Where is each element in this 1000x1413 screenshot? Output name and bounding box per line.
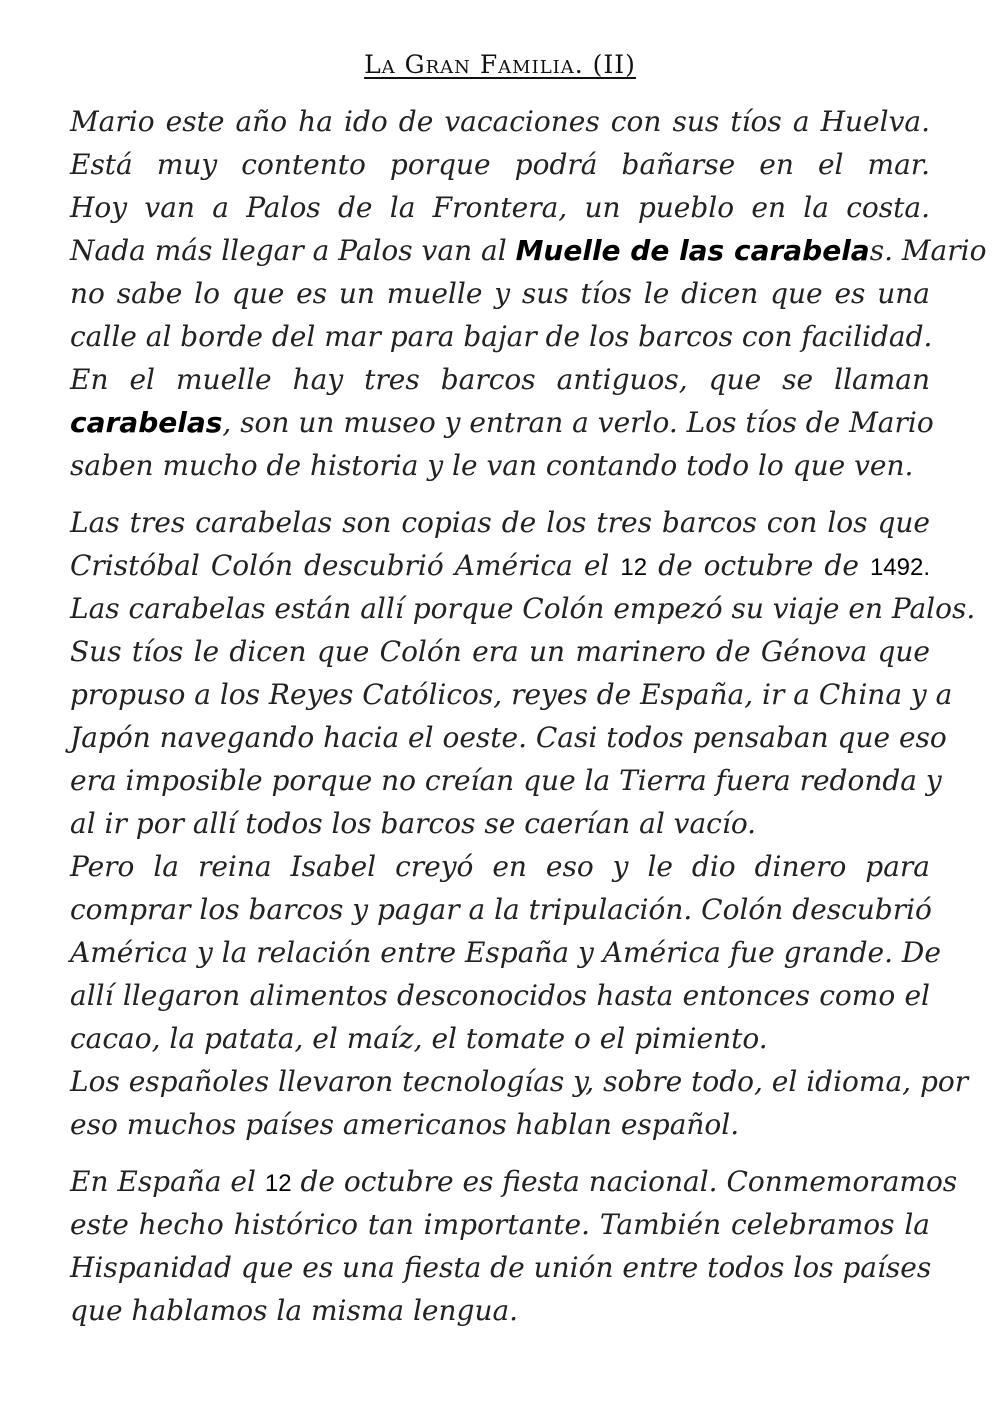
text-line: En España el 12 de octubre es fiesta nacional. Conmemoramos [70, 1165, 958, 1198]
paragraph-2 [70, 501, 976, 1146]
highlighted-term: Muelle de las carabela [515, 234, 870, 267]
text-line: Las carabelas están allí porque Colón empezó su viaje en Palos. [70, 592, 976, 625]
text-line: Sus tíos le dicen que Colón era un marinero de Génova que [70, 635, 930, 668]
year-number: 1492. [869, 554, 930, 581]
paragraph-3 [70, 1160, 958, 1332]
text-line: comprar los barcos y pagar a la tripulación. Colón descubrió [70, 893, 932, 926]
highlighted-term: carabelas [70, 406, 223, 439]
text-line: cacao, la patata, el maíz, el tomate o el pimiento. [70, 1022, 768, 1055]
text-line: allí llegaron alimentos desconocidos hasta entonces como el [70, 979, 930, 1012]
text-line: no sabe lo que es un muelle y sus tíos le dicen que es una [70, 277, 930, 310]
text-line: Japón navegando hacia el oeste. Casi todos pensaban que eso [70, 721, 947, 754]
text-line: saben mucho de historia y le van contando todo lo que ven. [70, 449, 914, 482]
text-line: eso muchos países americanos hablan español. [70, 1108, 740, 1141]
text-line: propuso a los Reyes Católicos, reyes de España, ir a China y a [70, 678, 953, 711]
text-line: América y la relación entre España y América fue grande. De [70, 936, 941, 969]
text-line: Mario este año ha ido de vacaciones con sus tíos a Huelva. [70, 105, 930, 138]
reading-text [70, 100, 987, 1332]
text-line: Los españoles llevaron tecnologías y, sobre todo, el idioma, por [70, 1065, 969, 1098]
date-number: 12 [620, 554, 648, 581]
text-line: calle al borde del mar para bajar de los barcos con facilidad. [70, 320, 933, 353]
text-line: al ir por allí todos los barcos se caerían al vacío. [70, 807, 757, 840]
text-line: Nada más llegar a Palos van al Muelle de las carabelas. Mario [70, 234, 987, 267]
text-line: Hispanidad que es una fiesta de unión entre todos los países [70, 1251, 932, 1284]
page-title: La Gran Familia. (II) [364, 50, 636, 79]
text-line: que hablamos la misma lengua. [70, 1294, 519, 1327]
text-line: Hoy van a Palos de la Frontera, un pueblo en la costa. [70, 191, 930, 224]
text-line: Cristóbal Colón descubrió América el 12 de octubre de 1492. [70, 549, 930, 582]
text-line: era imposible porque no creían que la Tierra fuera redonda y [70, 764, 942, 797]
text-line: Las tres carabelas son copias de los tres barcos con los que [70, 506, 930, 539]
text-line: carabelas, son un museo y entran a verlo. Los tíos de Mario [70, 406, 934, 439]
text-line: Pero la reina Isabel creyó en eso y le dio dinero para [70, 850, 930, 883]
text-line: Está muy contento porque podrá bañarse en el mar. [70, 148, 930, 181]
text-line: este hecho histórico tan importante. También celebramos la [70, 1208, 930, 1241]
text-line: En el muelle hay tres barcos antiguos, que se llaman [70, 363, 930, 396]
paragraph-1 [70, 100, 987, 487]
date-number: 12 [264, 1170, 292, 1197]
